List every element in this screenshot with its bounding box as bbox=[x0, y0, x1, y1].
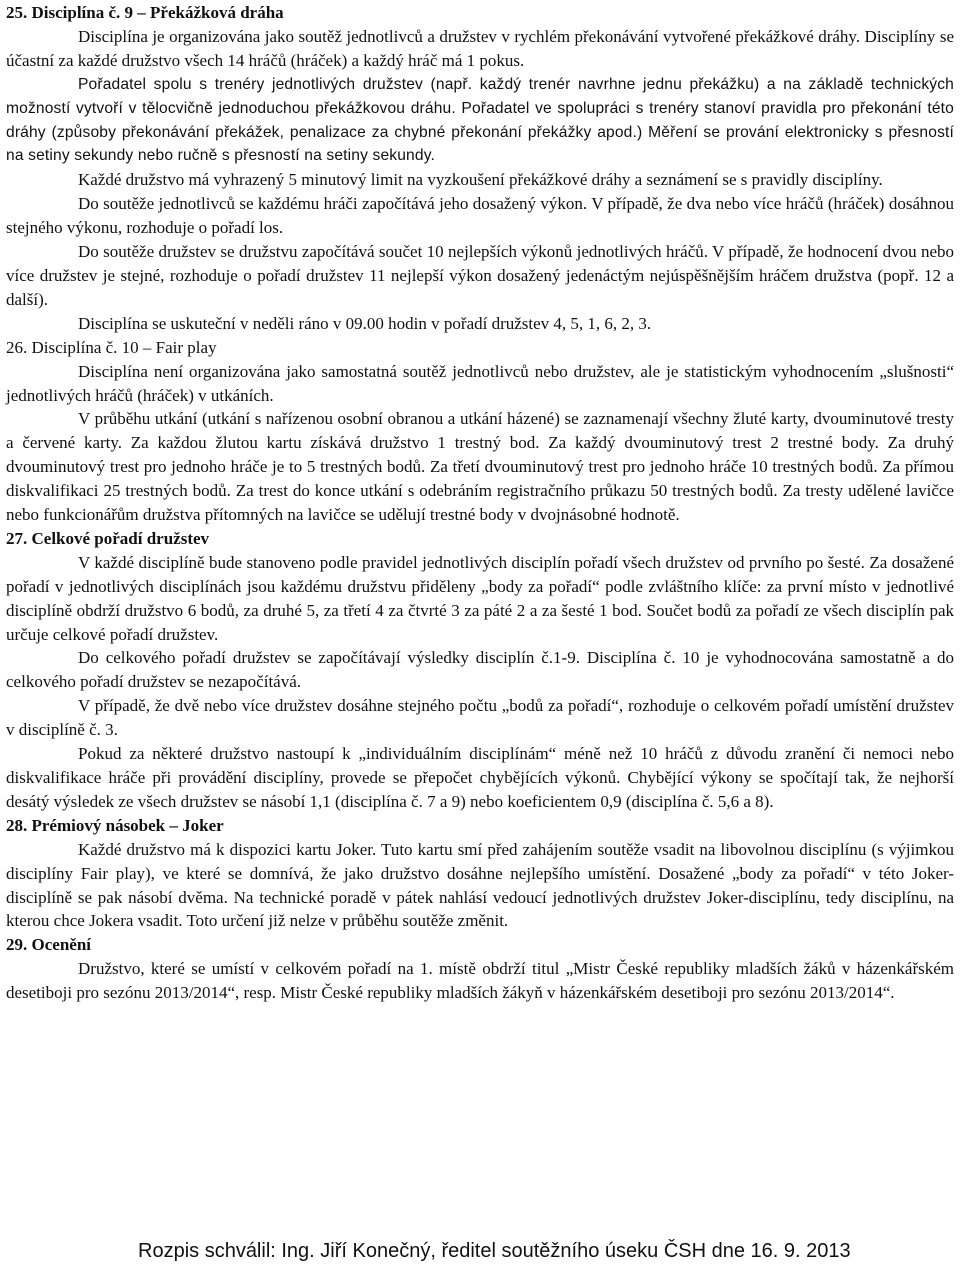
paragraph: Pokud za některé družstvo nastoupí k „individuálním disciplínám“ méně než 10 hráčů z důvodu zranění či nemoci nebo diskvalifikace hráče při provádění disciplíny, provede se přepočet chybějících výkonů. Chybějící výkony se spočítají tak, že nejhorší desátý výsledek ze všech družstev se násobí 1,1 (disciplína č. 7 a 9) nebo koeficientem 0,9 (disciplína č. 5,6 a 8). bbox=[6, 744, 954, 811]
paragraph: Do soutěže jednotlivců se každému hráči započítává jeho dosažený výkon. V případě, že dva nebo více hráčů (hráček) dosáhnou stejného výkonu, rozhoduje o pořadí los. bbox=[6, 194, 954, 238]
section-25 bbox=[6, 1, 954, 336]
section-27 bbox=[6, 527, 954, 814]
paragraph: V průběhu utkání (utkání s nařízenou osobní obranou a utkání házené) se zaznamenají všechny žluté karty, dvouminutové tresty a červené karty. Za každou žlutou kartu získává družstvo 1 trestný bod. Za každý dvouminutový trest 2 trestné body. Za druhý dvouminutový trest pro jednoho hráče je to 5 trestných bodů. Za třetí dvouminutový trest pro jednoho hráče 10 trestných bodů. Za přímou diskvalifikaci 25 trestných bodů. Za trest do konce utkání s odebráním registračního průkazu 50 trestných bodů. Za tresty udělené lavičce nebo funkcionářům družstva přítomných na lavičce se udělují trestné body v dvojnásobné hodnotě. bbox=[6, 409, 954, 525]
approval-footer: Rozpis schválil: Ing. Jiří Konečný, ředitel soutěžního úseku ČSH dne 16. 9. 2013 bbox=[138, 1240, 851, 1262]
section-heading: 27. Celkové pořadí družstev bbox=[6, 528, 210, 548]
section-heading: 25. Disciplína č. 9 – Překážková dráha bbox=[6, 3, 284, 22]
paragraph: Družstvo, které se umístí v celkovém pořadí na 1. místě obdrží titul „Mistr České republiky mladších žáků v házenkářském desetiboji pro sezónu 2013/2014“, resp. Mistr České republiky mladších žákyň v házenkářském desetiboji pro sezónu 2013/2014“. bbox=[6, 959, 954, 1003]
section-heading: 26. Disciplína č. 10 – Fair play bbox=[6, 337, 217, 357]
paragraph: V každé disciplíně bude stanoveno podle pravidel jednotlivých disciplín pořadí všech družstev od prvního po šesté. Za dosažené pořadí v jednotlivých disciplínách jsou každému družstvu přiděleny „body za pořadí“ podle zvláštního klíče: za první místo v jednotlivé disciplíně obdrží družstvo 6 bodů, za druhé 5, za třetí 4 za čtvrté 3 za páté 2 a za šesté 1 bod. Součet bodů za pořadí ze všech disciplín pak určuje celkové pořadí družstev. bbox=[6, 552, 954, 644]
paragraph: Každé družstvo má k dispozici kartu Joker. Tuto kartu smí před zahájením soutěže vsadit na libovolnou disciplínu (s výjimkou disciplíny Fair play), ve které se domnívá, že jako družstvo dosáhne nejlepšího umístění. Dosažené „body za pořadí“ v této Joker-disciplíně se pak násobí dvěma. Na technické poradě v pátek nahlásí vedoucí jednotlivých družstev Joker-disciplínu, tedy disciplínu, na kterou chce Jokera vsadit. Toto určení již nelze v průběhu soutěže změnit. bbox=[6, 839, 954, 931]
document-body bbox=[6, 1, 954, 1005]
paragraph: Do celkového pořadí družstev se započítávají výsledky disciplín č.1-9. Disciplína č. 10 je vyhodnocována samostatně a do celkového pořadí družstev se nezapočítává. bbox=[6, 648, 954, 692]
paragraph: Disciplína se uskuteční v neděli ráno v 09.00 hodin v pořadí družstev 4, 5, 1, 6, 2, 3. bbox=[78, 313, 652, 333]
paragraph: V případě, že dvě nebo více družstev dosáhne stejného počtu „bodů za pořadí“, rozhoduje o celkovém pořadí umístění družstev v disciplíně č. 3. bbox=[6, 696, 954, 740]
section-heading: 28. Prémiový násobek – Joker bbox=[6, 815, 224, 835]
paragraph: Do soutěže družstev se družstvu započítává součet 10 nejlepších výkonů jednotlivých hráčů. V případě, že hodnocení dvou nebo více družstev je stejné, rozhoduje o pořadí družstev 11 nejlepší výkon dosažený jedenáctým nejúspěšnějším hráčem družstva (popř. 12 a další). bbox=[6, 242, 954, 309]
paragraph: Disciplína je organizována jako soutěž jednotlivců a družstev v rychlém překonávání vytvořené překážkové dráhy. Disciplíny se účastní za každé družstvo všech 14 hráčů (hráček) a každý hráč má 1 pokus. bbox=[6, 26, 954, 70]
paragraph: Pořadatel spolu s trenéry jednotlivých družstev (např. každý trenér navrhne jednu překážku) a na základě technických možností vytvoří v tělocvičně jednoduchou překážkovou dráhu. Pořadatel ve spolupráci s trenéry stanoví pravidla pro překonání této dráhy (způsoby překonávání překážek, penalizace za chybné překonání překážky apod.) Měření se prování elektronicky s přesností na setiny sekundy nebo ručně s přesností na setiny sekundy. bbox=[6, 75, 954, 165]
paragraph: Disciplína není organizována jako samostatná soutěž jednotlivců nebo družstev, ale je statistickým vyhodnocením „slušnosti“ jednotlivých hráčů (hráček) v utkáních. bbox=[6, 361, 954, 405]
section-28 bbox=[6, 814, 954, 934]
section-29 bbox=[6, 933, 954, 1005]
paragraph: Každé družstvo má vyhrazený 5 minutový limit na vyzkoušení překážkové dráhy a seznámení se s pravidly disciplíny. bbox=[78, 170, 883, 190]
section-26 bbox=[6, 336, 954, 527]
section-heading: 29. Ocenění bbox=[6, 935, 91, 955]
